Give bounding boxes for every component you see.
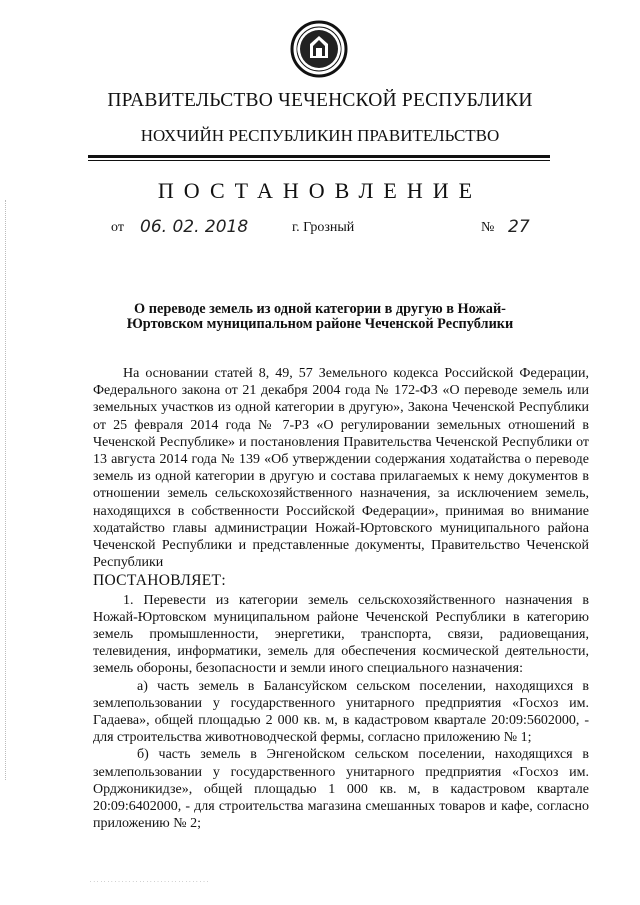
point-1: 1. Перевести из категории земель сельскохозяйственного назначения в Ножай-Юртовском муниципальном районе Чеченской Республики в категорию земель промышленности, энергетики, транспорта, связи, радиовещания, телевидения, информатики, земель для обеспечения космической деятельности, земель обороны, безопасности и земли иного специального назначения: [93,592,589,677]
date-from-label: от [111,220,124,235]
document-type: ПОСТАНОВЛЕНИЕ [157,178,483,203]
document-title: О переводе земель из одной категории в другую в Ножай-Юртовском муниципальном районе Чеченской Республики [126,301,514,332]
document-city: г. Грозный [292,220,355,235]
document-date: 06. 02. 2018 [140,217,249,237]
chechen-republic-coat-of-arms-icon [290,20,348,78]
header-divider-thin [88,160,550,161]
header-divider-thick [88,155,550,158]
document-number: 27 [508,217,530,237]
document-number-label: № [481,220,495,235]
document-body [93,365,589,832]
scan-margin-artifact [5,200,8,780]
government-name-russian: ПРАВИТЕЛЬСТВО ЧЕЧЕНСКОЙ РЕСПУБЛИКИ [107,90,533,111]
government-name-chechen: НОХЧИЙН РЕСПУБЛИКИН ПРАВИТЕЛЬСТВО [140,126,500,145]
point-1-a: а) часть земель в Балансуйском сельском поселении, находящихся в землепользовании у государственного унитарного предприятия «Госхоз им. Гадаева», общей площадью 2 000 кв. м, в кадастровом квартале 20:09:5602000, - для строительства животноводческой фермы, согласно приложению № 1; [93,678,589,746]
scan-footer-noise: · · · · · · · · · · · · · · · · · · · · · · · · · · · · · · · · · · [90,879,209,884]
resolve-heading: ПОСТАНОВЛЯЕТ: [93,572,226,590]
point-1-b: б) часть земель в Энгенойском сельском поселении, находящихся в землепользовании у государственного унитарного предприятия «Госхоз им. Орджоникидзе», общей площадью 1 000 кв. м, в кадастровом квартале 20:09:6402000, - для строительства магазина смешанных товаров и кафе, согласно приложению № 2; [93,747,589,832]
preamble-paragraph: На основании статей 8, 49, 57 Земельного кодекса Российской Федерации, Федерального закона от 21 декабря 2004 года № 172-ФЗ «О переводе земель или земельных участков из одной категории в другую», Закона Чеченской Республики от 25 февраля 2014 года № 7-РЗ «О регулировании земельных отношений в Чеченской Республике» и постановления Правительства Чеченской Республики от 13 августа 2014 года № 139 «Об утверждении содержания ходатайства о переводе земель из одной категории в другую и состава прилагаемых к нему документов в отношении земель сельскохозяйственного назначения, за исключением земель, находящихся в собственности Российской Федерации», принимая во внимание ходатайство главы администрации Ножай-Юртовского муниципального района Чеченской Республики и представленные документы, Правительство Чеченской Республики [93,366,589,571]
